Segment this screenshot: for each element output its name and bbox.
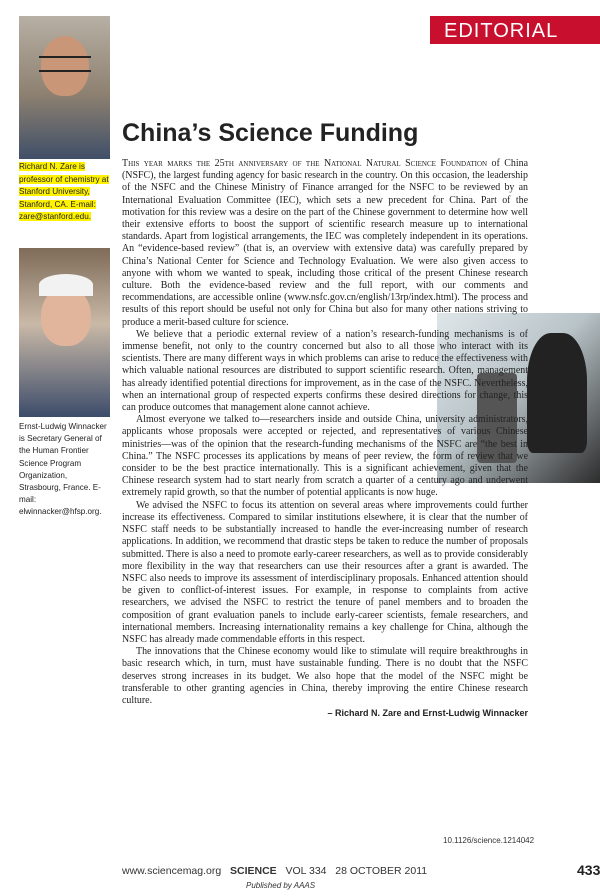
section-label: EDITORIAL [444,20,559,42]
researcher-shape [527,333,587,453]
glasses-shape [39,56,91,72]
paragraph-2: We believe that a periodic external review of a nation’s research-funding mechanisms is of immense benefit, not only to the country concerned but also to all those who interact with its scientists. There are many different ways in which problems can arise to reduce the effectiveness with which valuable national resources are distributed to support scientific research. Often, management has already identified potential directions for improvement, as in the case of the NSFC. Nevertheless, when an international group of respected experts confirms these desired directions for change, this can produce outcomes that management alone cannot achieve. [122,328,528,414]
publisher-note: Published by AAAS [246,881,316,890]
journal-name: SCIENCE [229,865,277,877]
article-title: China’s Science Funding [122,119,419,147]
paragraph-3: Almost everyone we talked to—researchers inside and outside China, university administrators, applicants whose proposals were accepted or rejected, and representatives of various Chinese ministries—was of the opinion that the research-funding mechanisms of the NSFC are “the best in China.” The NSFC processes its applications by means of peer review, the form of review that we consider to be the best practice internationally. This is a significant achievement, given that the Chinese research system had to start nearly from scratch a quarter of a century ago and underwent extremely rapid growth, so that the number of potential applicants is now huge. [122,414,528,499]
volume: VOL 334 [285,865,327,877]
article-body [122,158,528,719]
author-photo-winnacker [19,248,110,417]
paragraph-4: We advised the NSFC to focus its attention on several areas where improvements could further increase its effectiveness. Compared to similar institutions elsewhere, it is clear that the number of NSFC staff needs to be substantially increased to handle the ever-increasing number of research applications. In addition, we recommend that drastic steps be taken to reduce the number of proposals submitted. There is also a need to promote early-career researchers, as well as to provide considerably more flexibility in the way that researchers can use their resources after a grant is awarded. The NSFC also needs to improve its assessment of interdisciplinary proposals. Enhanced attention should be given to conflict-of-interest issues. For example, in response to complaints from active researchers, we advised the NSFC to restrict the tenure of panel members and to broaden the composition of grant evaluation panels to include early-career scientists, female researchers, and international members. Increasing internationality remains a key challenge for China, although the NSFC has already made commendable efforts in this respect. [122,499,528,645]
page-number: 433 [577,862,600,878]
signature: – Richard N. Zare and Ernst-Ludwig Winnacker [327,708,528,719]
website-link[interactable]: www.sciencemag.org [122,865,222,877]
hair-shape [39,274,93,296]
paragraph-5: The innovations that the Chinese economy would like to stimulate will require breakthroughs in basic research which, in turn, must have sustainable funding. There is no doubt that the NSFC deserves strong increases in its budget. We also hope that the model of the NSFC might be transferable to other granting agencies in China, thereby improving the entire Chinese research culture. [122,646,528,706]
author-caption-winnacker: Ernst-Ludwig Winnacker is Secretary General of the Human Frontier Science Program Organization, Strasbourg, France. E-mail: elwinnacker@hfsp.org. [19,422,107,517]
doi: 10.1126/science.1214042 [443,836,535,845]
page-footer [122,865,427,877]
lead-in: This year marks the 25th anniversary of the National Natural Science Foundation [122,158,488,169]
paragraph-1: This year marks the 25th anniversary of the National Natural Science Foundation of China (NSFC), the largest funding agency for basic research in the country. On this occasion, the leadership of the NSFC and the Chinese Ministry of Finance arranged for the NSFC to be reviewed by an International Evaluation Committee (IEC), which sets a new precedent for China. Part of the motivation for this review was a desire on the part of the Chinese government to determine how well their extensive efforts to boost the support of scientific research measure up to international standards. Apart from logistical arrangements, the IEC was completely independent in its operations. An “evidence-based review” (that is, an overview with extensive data) was carefully prepared by China’s National Center for Science and Technology Evaluation. We were also given access to anyone with whom we wanted to speak, including those critical of the present Chinese research culture. Both the evidence-based review and the full report, with our comments and recommendations, are accessible online (www.nsfc.gov.cn/english/13rp/index.html). The process and results of this report should be useful not only for China but also for many other nations striving to produce a merit-based culture for science. [122,158,529,328]
author-photo-zare [19,16,110,159]
issue-date: 28 OCTOBER 2011 [335,865,428,877]
author-caption-zare: Richard N. Zare is professor of chemistry at Stanford University, Stanford, CA. E-mail: zare@stanford.edu. [19,162,109,221]
